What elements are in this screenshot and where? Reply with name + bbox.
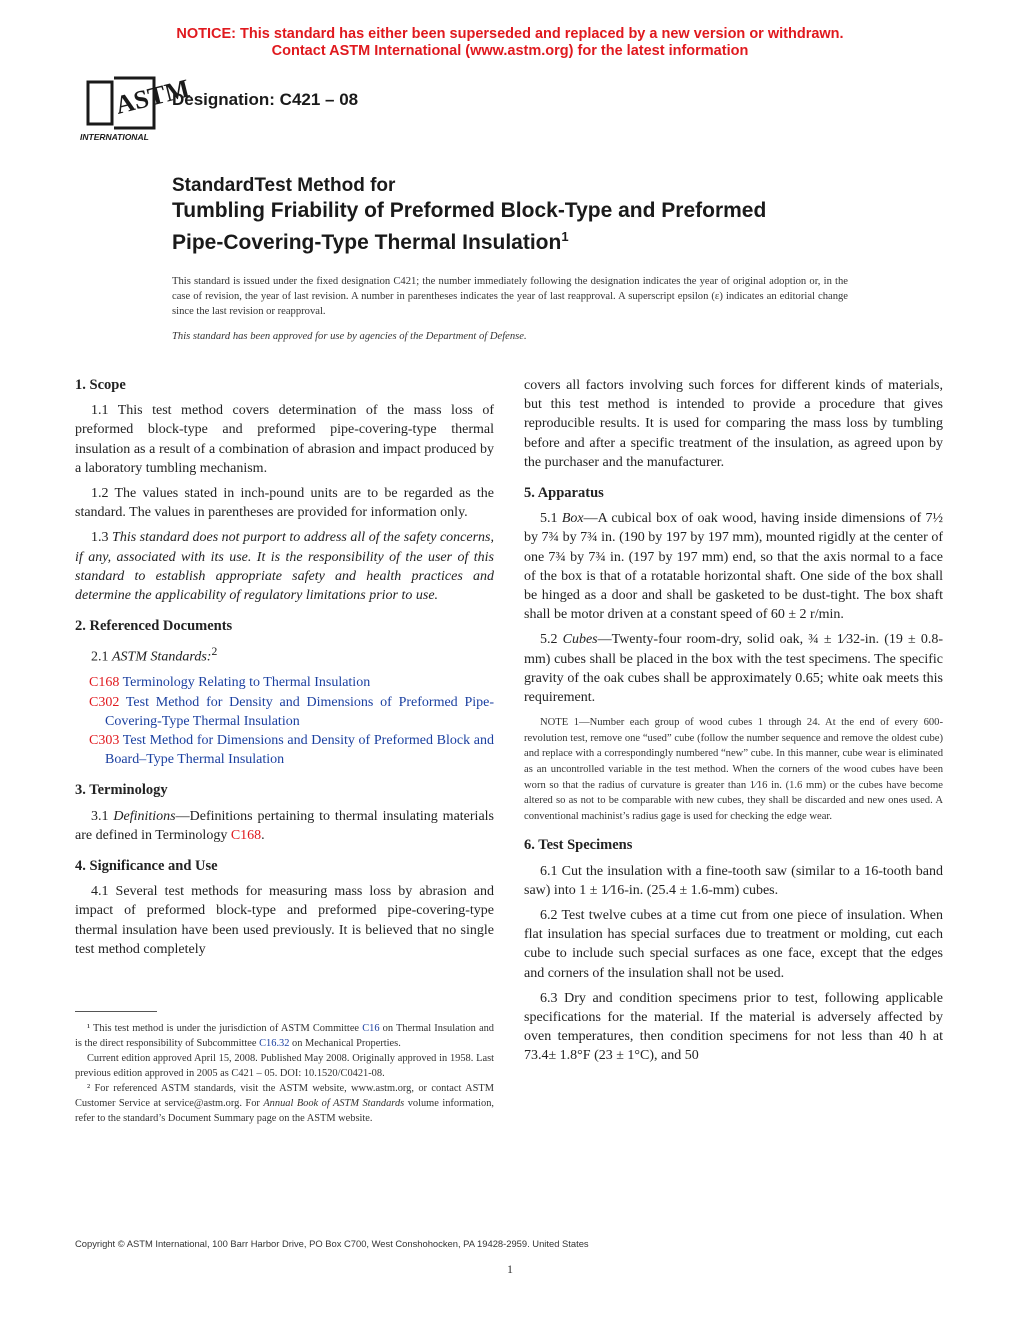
para-6-3: 6.3 Dry and condition specimens prior to test, following applicable specifications for the material. If the material is adversely affected by oven temperatures, then condition specimens for not less than 40 h at 73.4± 1.8°F (23 ± 1°C), and 50 — [524, 990, 943, 1064]
note-1: NOTE 1—Number each group of wood cubes 1 through 24. At the end of every 600-revolution test, remove one “used” cube (follow the number sequence and remove the oldest cube) and replace with a correspondingly numbered “new” cube. In this manner, cube wear is eliminated as an uncontrolled variable in the test method. When the corners of the wood cubes have been worn so that the radius of curvature is greater than 1⁄16 in. (1.6 mm) or the cubes have become altered so as not to be comparable with new cubes, they shall be discarded and new ones used. A conventional machinist’s radius gage is used for checking the edge wear. — [524, 717, 943, 822]
ref-c303[interactable]: C303 Test Method for Dimensions and Density of Preformed Block and Board–Type Thermal Insulation — [89, 732, 494, 768]
page-number: 1 — [507, 1262, 513, 1276]
left-column — [75, 376, 494, 965]
para-1-3: 1.3 This standard does not purport to address all of the safety concerns, if any, associated with its use. It is the responsibility of the user of this standard to establish appropriate safety and health practices and determine the applicability of regulatory limitations prior to use. — [75, 530, 494, 604]
title-line-2: Pipe-Covering-Type Thermal Insulation$^1$ — [172, 229, 569, 254]
logo-subtitle: INTERNATIONAL — [80, 132, 149, 142]
dod-approval-note: This standard has been approved for use by agencies of the Department of Defense. — [172, 331, 527, 342]
supersede-notice — [0, 26, 1020, 60]
para-6-1: 6.1 Cut the insulation with a fine-tooth saw (similar to a 16-tooth band saw) into 1 ± 1⁄16-in. (25.4 ± 1.6-mm) cubes. — [524, 863, 943, 898]
footnote-2: ² For referenced ASTM standards, visit the ASTM website, www.astm.org, or contact ASTM Customer Service at service@astm.org. For Annual Book of ASTM Standards volume information, refer to the standard’s Document Summary page on the ASTM website. — [75, 1083, 494, 1124]
link-c168[interactable]: C168 — [230, 827, 262, 843]
link-c16[interactable]: C16 — [362, 1023, 380, 1034]
section-2-heading: 2. Referenced Documents — [75, 618, 233, 635]
para-4-1: 4.1 Several test methods for measuring mass loss by abrasion and impact of preformed block-type and preformed pipe-covering-type thermal insulation have been used previously. It is believed that no single test method completely — [75, 884, 494, 957]
title-prefix: StandardTest Method for — [172, 175, 396, 196]
para-4-1-continued: covers all factors involving such forces for different kinds of materials, but this test method is intended to provide a procedure that gives reproducible results. It is used for comparing the mass loss by tumbling before and after a specific treatment of the insulation, as agreed upon by the purchaser and the manufacturer. — [524, 378, 943, 470]
para-1-1: 1.1 This test method covers determination of the mass loss of preformed block-type and preformed pipe-covering-type thermal insulation as a result of a combination of abrasion and impact produced by a laboratory tumbling mechanism. — [75, 403, 494, 476]
footnotes — [75, 1021, 494, 1126]
title-footnote-ref[interactable]: 1 — [561, 229, 569, 244]
section-5-heading: 5. Apparatus — [524, 485, 604, 502]
section-3-heading: 3. Terminology — [75, 782, 168, 799]
para-1-2: 1.2 The values stated in inch-pound units are to be regarded as the standard. The values in parentheses are provided for information only. — [75, 486, 494, 521]
issue-note: This standard is issued under the fixed designation C421; the number immediately following the designation indicates the year of original adoption or, in the case of revision, the year of last revision. A number in parentheses indicates the year of last reapproval. A superscript epsilon (ε) indicates an editorial change since the last revision or reapproval. — [172, 276, 848, 317]
notice-line-2: Contact ASTM International (www.astm.org) for the latest information — [271, 43, 749, 59]
para-2-1: 2.1 ASTM Standards:$^2$ — [91, 645, 218, 666]
link-c1632[interactable]: C16.32 — [259, 1038, 290, 1049]
logo-letters: ASTM — [112, 73, 193, 120]
document-title — [172, 174, 766, 256]
designation: Designation: C421 – 08 — [172, 90, 359, 109]
astm-logo — [74, 72, 193, 144]
notice-line-1: NOTICE: This standard has either been superseded and replaced by a new version or withdrawn. — [176, 26, 844, 42]
footnote-1: ¹ This test method is under the jurisdiction of ASTM Committee C16 on Thermal Insulation and is the direct responsibility of Subcommittee C16.32 on Mechanical Properties. — [75, 1023, 494, 1049]
copyright-line: Copyright © ASTM International, 100 Barr Harbor Drive, PO Box C700, West Conshohocken, PA 19428-2959. United States — [75, 1238, 589, 1249]
title-line-1: Tumbling Friability of Preformed Block-Type and Preformed — [172, 199, 767, 222]
para-5-1: 5.1 Box—A cubical box of oak wood, having inside dimensions of 7½ by 7¾ by 7¾ in. (190 by 197 by 197 mm), mounted rigidly at the center of one 7¾ by 7¾ in. (197 by 197 mm) end, so that the axis normal to a face of the box is that of a rotatable horizontal shaft. One side of the box shall be hinged as a door and shall be gasketed to be dust-tight. The box shaft shall be motor driven at a constant speed of 60 ± 2 r/min. — [524, 511, 944, 623]
section-6-heading: 6. Test Specimens — [524, 837, 633, 854]
para-6-2: 6.2 Test twelve cubes at a time cut from one piece of insulation. When flat insulation has special surfaces due to treatment or molding, cut each cube to include such special surfaces as one face, except that the edges and corners of the insulation shall not be used. — [524, 908, 943, 981]
ref-c302[interactable]: C302 Test Method for Density and Dimensions of Preformed Pipe-Covering-Type Thermal Insulation — [89, 694, 494, 729]
section-1-heading: 1. Scope — [75, 377, 126, 393]
para-5-2: 5.2 Cubes—Twenty-four room-dry, solid oak, ¾ ± 1⁄32-in. (19 ± 0.8-mm) cubes shall be placed in the box with the test specimens. The specific gravity of the oak cubes shall be approximately 0.65; white oak meets this requirement. — [524, 632, 943, 706]
footnote-divider — [75, 1011, 157, 1012]
section-4-heading: 4. Significance and Use — [75, 857, 218, 874]
ref-c168[interactable]: C168 Terminology Relating to Thermal Insulation — [89, 675, 371, 691]
footnote-1-edition: Current edition approved April 15, 2008. Published May 2008. Originally approved in 1958. Last previous edition approved in 2005 as C421 – 05. DOI: 10.1520/C0421-08. — [75, 1053, 494, 1079]
right-column — [524, 376, 943, 1072]
para-3-1: 3.1 Definitions—Definitions pertaining to thermal insulating materials are defined in Terminology C168. — [75, 808, 494, 843]
